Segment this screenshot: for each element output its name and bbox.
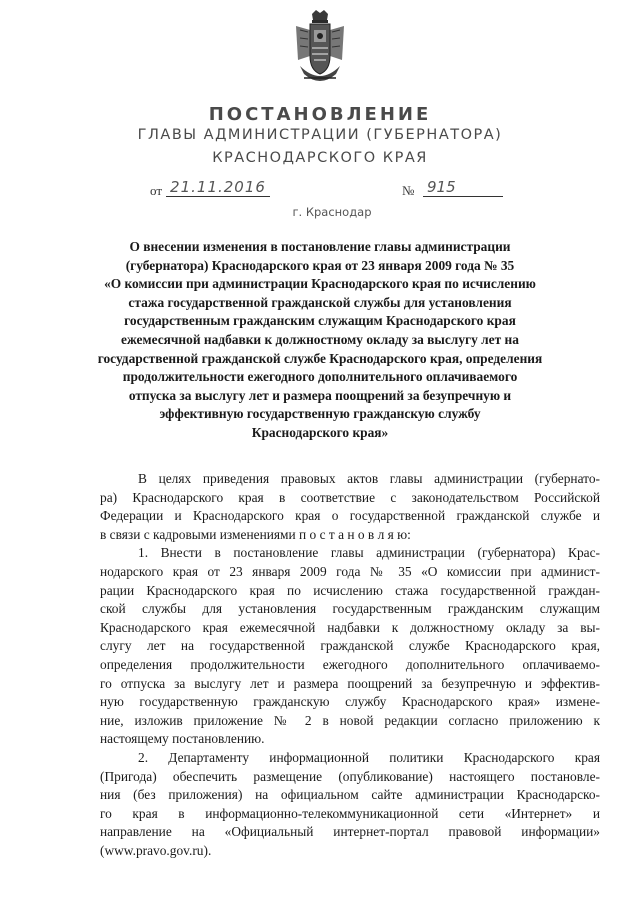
title-line: ежемесячной надбавки к должностному окладу за выслугу лет на xyxy=(121,331,519,347)
body-line: ние, изложив приложение № 2 в новой редакции согласно приложению к xyxy=(100,712,600,728)
body-line: ния (без приложения) на официальном сайте администрации Краснодарско- xyxy=(100,787,600,803)
body-line: го края в информационно-телекоммуникационной сети «Интернет» и xyxy=(100,805,600,821)
body-line: ской службы для установления государственным гражданским служащим xyxy=(100,601,600,617)
body-line: Федерации и Краснодарского края о государственной гражданской службе и xyxy=(100,508,600,524)
coat-of-arms-emblem xyxy=(290,8,350,88)
document-body xyxy=(100,470,600,860)
date-number-row xyxy=(0,178,640,205)
body-line: ра) Краснодарского края в соответствие с законодательством Российской xyxy=(100,489,600,505)
body-line: ную государственную гражданскую службу Краснодарского края» измене- xyxy=(100,694,600,710)
document-type-heading: ПОСТАНОВЛЕНИЕ xyxy=(208,104,432,125)
date-label: от xyxy=(150,183,163,198)
body-line: нодарского края от 23 января 2009 года № 35 «О комиссии при админист- xyxy=(100,563,600,579)
title-line: «О комиссии при администрации Краснодарского края по исчислению xyxy=(104,276,536,292)
title-line: Краснодарского края» xyxy=(251,424,389,440)
title-line: эффективную государственную гражданскую службу xyxy=(159,406,481,422)
body-line: 1. Внести в постановление главы администрации (губернатора) Крас- xyxy=(138,545,600,561)
body-line: настоящему постановлению. xyxy=(100,731,265,747)
body-line: слугу лет на государственной гражданской службе Краснодарского края, xyxy=(100,638,600,654)
number-label: № xyxy=(402,183,415,198)
title-line: стажа государственной гражданской службы для установления xyxy=(128,294,512,310)
body-line: Краснодарского края ежемесячной надбавки к должностному окладу за вы- xyxy=(100,619,600,635)
handwritten-date: 21.11.2016 xyxy=(166,178,270,197)
document-title xyxy=(85,238,555,443)
body-line: рации Краснодарского края по исчислению стажа государственной граждан- xyxy=(100,582,600,598)
body-line: в связи с кадровыми изменениями п о с т а н о в л я ю: xyxy=(100,526,411,542)
title-line: отпуска за выслугу лет и размера поощрений за безупречную и xyxy=(128,387,512,403)
title-line: государственной гражданской службе Краснодарского края, определения xyxy=(97,350,543,366)
body-line: определения продолжительности ежегодного дополнительного оплачиваемо- xyxy=(100,656,600,672)
city-label: г. Краснодар xyxy=(292,205,372,219)
body-line: (www.pravo.gov.ru). xyxy=(100,842,212,858)
title-line: О внесении изменения в постановление главы администрации xyxy=(129,239,511,254)
body-line: (Пригода) обеспечить размещение (опубликование) настоящего постановле- xyxy=(100,768,600,784)
body-line: го отпуска за выслугу лет и размера поощрений за безупречную и эффектив- xyxy=(100,675,600,691)
body-line: направление на «Официальный интернет-портал правовой информации» xyxy=(100,824,600,840)
body-line: В целях приведения правовых актов главы администрации (губернато- xyxy=(138,471,600,486)
handwritten-number: 915 xyxy=(423,178,503,197)
title-line: государственным гражданским служащим Краснодарского края xyxy=(124,313,516,329)
body-line: 2. Департаменту информационной политики Краснодарского края xyxy=(138,749,600,765)
region-heading: КРАСНОДАРСКОГО КРАЯ xyxy=(212,150,428,166)
title-line: (губернатора) Краснодарского края от 23 января 2009 года № 35 xyxy=(125,257,515,273)
title-line: продолжительности ежегодного дополнительного оплачиваемого xyxy=(122,369,518,385)
issuer-heading: ГЛАВЫ АДМИНИСТРАЦИИ (ГУБЕРНАТОРА) xyxy=(137,127,503,143)
